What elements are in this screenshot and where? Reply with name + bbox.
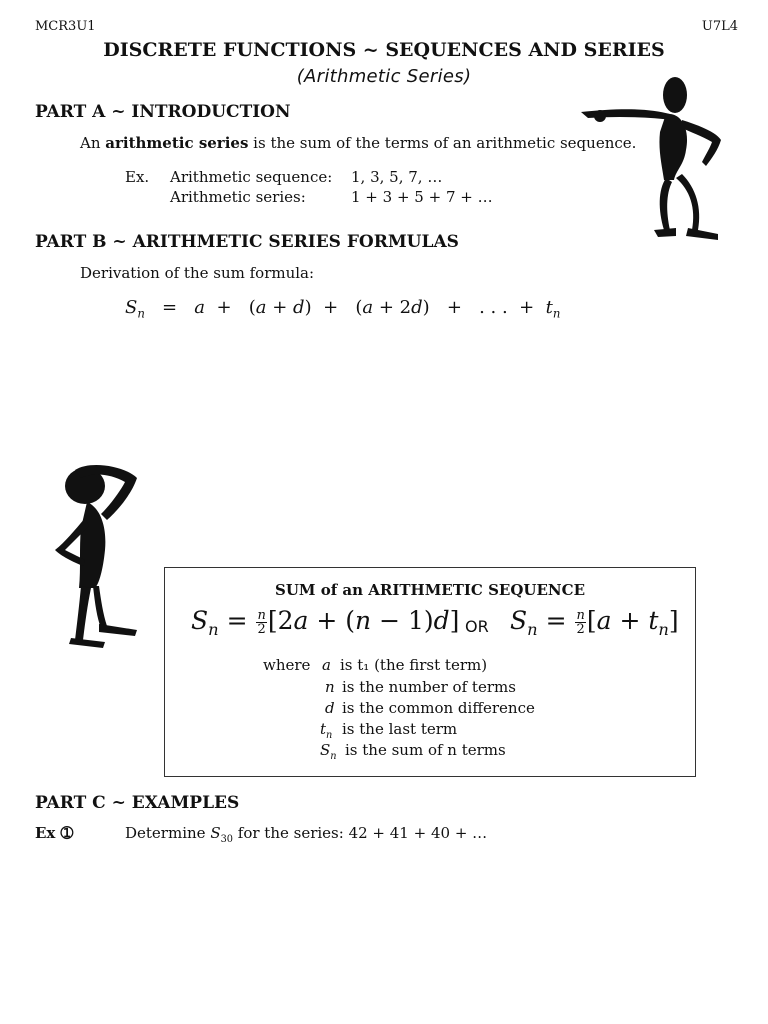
part-a-intro	[80, 134, 636, 152]
part-a-heading: PART A ~ INTRODUCTION	[35, 102, 291, 122]
example-1-label: Ex ➀	[35, 824, 74, 842]
sequence-value: 1, 3, 5, 7, …	[351, 168, 443, 186]
sum-formula-2: $S_n$ = $\frac{n}{2}$ $[a + t_n]$	[510, 606, 679, 639]
page-title: DISCRETE FUNCTIONS ~ SEQUENCES AND SERIES	[103, 39, 665, 61]
pointing-figure-icon	[578, 70, 733, 245]
derivation-formula: $S_n$ = a + (a + d) + (a + 2d) + . . . + $t_n$	[125, 297, 561, 321]
intro-term: arithmetic series	[105, 134, 249, 152]
thinking-figure-icon	[45, 458, 150, 653]
example-1-text-post: for the series: 42 + 41 + 40 + …	[233, 824, 488, 842]
var-tn: $t_n$	[320, 720, 333, 741]
formula-box-title: SUM of an ARITHMETIC SEQUENCE	[274, 581, 586, 599]
derivation-label: Derivation of the sum formula:	[80, 264, 315, 282]
series-value: 1 + 3 + 5 + 7 + …	[351, 188, 493, 206]
series-label: Arithmetic series:	[170, 188, 306, 206]
def-n: is the number of terms	[342, 678, 516, 696]
intro-text-pre: An	[80, 134, 106, 152]
example-label: Ex.	[125, 168, 150, 186]
or-separator: OR	[465, 617, 489, 636]
def-tn: is the last term	[342, 720, 458, 738]
part-c-heading: PART C ~ EXAMPLES	[35, 793, 240, 813]
example-1-text	[125, 824, 487, 845]
part-b-heading: PART B ~ ARITHMETIC SERIES FORMULAS	[35, 232, 459, 252]
course-code: MCR3U1	[35, 19, 96, 34]
where-label: where	[263, 656, 311, 674]
def-sn: is the sum of n terms	[345, 741, 506, 759]
var-a: a	[322, 656, 331, 674]
example-1-text-pre: Determine	[125, 824, 211, 842]
def-a: is t₁ (the first term)	[340, 656, 488, 674]
sum-formula-1: $S_n$ = $\frac{n}{2}$ [2a + (n − 1)d]	[191, 606, 460, 639]
page-subtitle: (Arithmetic Series)	[296, 66, 472, 87]
var-sn: $S_n$	[320, 741, 337, 762]
sequence-label: Arithmetic sequence:	[170, 168, 333, 186]
var-n: n	[325, 678, 335, 696]
unit-code: U7L4	[701, 19, 738, 34]
var-d: d	[325, 699, 335, 717]
def-d: is the common difference	[342, 699, 535, 717]
intro-text-post: is the sum of the terms of an arithmetic sequence.	[248, 134, 637, 152]
example-1-symbol: $S_{30}$	[210, 824, 234, 845]
